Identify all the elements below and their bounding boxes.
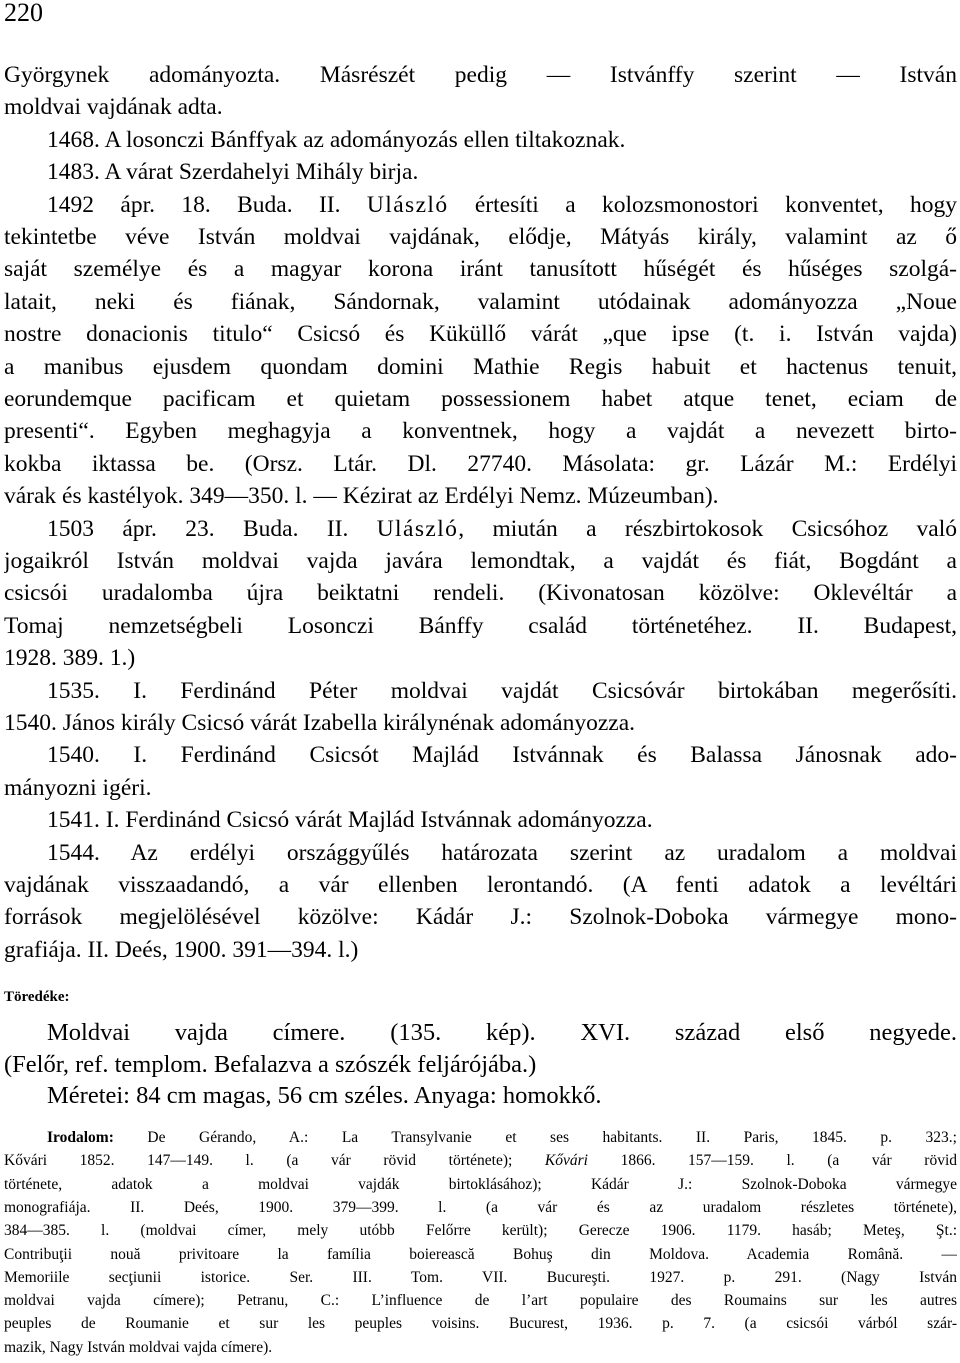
- text-line: [4, 577, 957, 609]
- text-line-segment: grafiája. II. Deés, 1900. 391—394. l.): [4, 936, 359, 963]
- literature-line-segment: moldvai vajda címere); Petranu, C.: L’influence de l’art populaire des Roumains sur les autres: [4, 1292, 957, 1310]
- text-line: [4, 642, 957, 674]
- text-line: [4, 448, 957, 480]
- text-line-segment: moldvai vajdának adta.: [4, 94, 223, 121]
- text-line: [4, 480, 957, 512]
- literature-line: [4, 1336, 957, 1359]
- literature-line-segment: mazik, Nagy István moldvai vajda címere).: [4, 1338, 273, 1356]
- text-line-segment: értesíti a kolozsmonostori konventet, hogy: [448, 191, 957, 218]
- literature-line-segment: Kővári: [544, 1152, 588, 1170]
- text-line-segment: 1503 ápr. 23. Buda. II.: [47, 515, 377, 542]
- text-line-segment: Tomaj nemzetségbeli Losonczi Bánffy család történetéhez. II. Budapest,: [4, 612, 957, 639]
- text-line-segment: tekintetbe véve István moldvai vajdának, elődje, Mátyás király, valamint az ő: [4, 224, 957, 250]
- fragment-line: [47, 1080, 957, 1112]
- text-line: [4, 610, 957, 642]
- fragment-line: [4, 1049, 957, 1081]
- text-line-segment: 1541. I. Ferdinánd Csicsó várát Majlád Istvánnak adományozza.: [47, 807, 653, 834]
- text-line-segment: mányozni igéri.: [4, 774, 152, 801]
- text-line-segment: 1492 ápr. 18. Buda. II.: [47, 191, 367, 218]
- text-line-segment: 1540. János király Csicsó várát Izabella királynénak adományozza.: [4, 710, 636, 736]
- literature-line-segment: Contribuţii nouă privitoare la família boierească Bohuş din Moldova. Academia Română. —: [4, 1245, 957, 1263]
- text-line: [4, 383, 957, 415]
- literature-line-segment: Irodalom:: [47, 1129, 114, 1146]
- text-line-segment: 1544. Az erdélyi országgyűlés határozata szerint az uradalom a moldvai: [47, 839, 957, 866]
- text-line: [4, 221, 957, 253]
- literature-line-segment: peuples de Roumanie et sur les peuples voisins. Bucurest, 1936. p. 7. (a csicsói várból szár-: [4, 1315, 957, 1333]
- literature-line: [4, 1149, 957, 1172]
- text-line: [47, 124, 957, 156]
- text-line-segment: 1483. A várat Szerdahelyi Mihály birja.: [47, 159, 419, 186]
- literature-line-segment: De Gérando, A.: La Transylvanie et ses habitants. II. Paris, 1845. p. 323.;: [113, 1129, 957, 1146]
- text-line-segment: várak és kastélyok. 349—350. l. — Kézirat az Erdélyi Nemz. Múzeumban).: [4, 483, 719, 510]
- literature-line: [4, 1266, 957, 1289]
- text-line-segment: latait, neki és fiának, Sándornak, valamint utódainak adományozza „Noue: [4, 288, 957, 315]
- text-line-segment: 1928. 389. 1.): [4, 645, 136, 672]
- literature-line: [4, 1173, 957, 1196]
- text-line-segment: vajdának visszaadandó, a vár ellenben lerontandó. (A fenti adatok a levéltári: [4, 872, 957, 898]
- text-line: [4, 934, 957, 966]
- text-line: [4, 415, 957, 447]
- literature-line-segment: története, adatok a moldvai vajdák birtoklásához); Kádár J.: Szolnok-Doboka vármegye: [4, 1175, 957, 1193]
- text-line-segment: , miután a részbirtokosok Csicsóhoz való: [458, 515, 957, 542]
- text-line: [4, 545, 957, 577]
- text-line: [4, 901, 957, 933]
- text-line: [4, 253, 957, 285]
- text-line: [4, 772, 957, 804]
- text-line-segment: 1535. I. Ferdinánd Péter moldvai vajdát Csicsóvár birtokában megerősíti.: [47, 677, 957, 704]
- text-line: [4, 59, 957, 91]
- literature-line-segment: Kővári 1852. 147—149. l. (a vár rövid története);: [4, 1152, 545, 1170]
- text-line: [47, 837, 957, 869]
- literature-line: [4, 1243, 957, 1266]
- text-line-segment: kokba iktassa be. (Orsz. Ltár. Dl. 27740. Másolata: gr. Lázár M.: Erdélyi: [4, 450, 957, 477]
- literature-line-segment: Memoriile secţiunii istorice. Ser. III. Tom. VII. Bucureşti. 1927. p. 291. (Nagy István: [4, 1268, 957, 1286]
- text-line-segment: presenti“. Egyben meghagyja a konventnek, hogy a vajdát a nevezett birto-: [4, 418, 957, 445]
- fragment-line: [47, 1017, 957, 1049]
- literature-line-segment: 384—385. l. (moldvai címer, mely utóbb Felőrre került); Gerecze 1906. 1179. hasáb; Meteş, Şt.:: [4, 1222, 957, 1240]
- text-line-segment: nostre donacionis titulo“ Csicsó és Küküllő várát „que ipse (t. i. István vajda): [4, 321, 957, 348]
- fragment-line-segment: (Felőr, ref. templom. Befalazva a szószék feljárójába.): [4, 1050, 537, 1078]
- text-line-segment: Ulászló: [376, 515, 459, 542]
- literature-line-segment: 1866. 157—159. l. (a vár rövid: [587, 1152, 957, 1170]
- text-line: [4, 286, 957, 318]
- literature-line: [4, 1196, 957, 1219]
- literature-line: [4, 1219, 957, 1242]
- fragment-line-segment: Méretei: 84 cm magas, 56 cm széles. Anyaga: homokkő.: [47, 1082, 602, 1109]
- fragment-line-segment: Moldvai vajda címere. (135. kép). XVI. század első negyede.: [47, 1019, 957, 1046]
- text-line-segment: a manibus ejusdem quondam domini Mathie Regis habuit et hactenus tenuit,: [4, 353, 957, 380]
- text-line-segment: eorundemque pacificam et quietam possessionem habet atque tenet, eciam de: [4, 386, 957, 412]
- text-line-segment: Ulászló: [366, 191, 449, 218]
- literature-line-segment: monografiája. II. Deés, 1900. 379—399. l. (a vár és az uradalom részletes története),: [4, 1198, 957, 1216]
- text-line: [47, 513, 957, 545]
- page-number: 220: [4, 0, 43, 27]
- text-line-segment: 1468. A losonczi Bánffyak az adományozás ellen tiltakoznak.: [47, 126, 626, 153]
- text-line-segment: források megjelölésével közölve: Kádár J.: Szolnok-Doboka vármegye mono-: [4, 904, 957, 931]
- text-line: [4, 91, 957, 123]
- text-line-segment: saját személye és a magyar korona iránt tanusított hűségét és hűséges szolgá-: [4, 256, 957, 283]
- literature-line: [4, 1312, 957, 1335]
- text-line-segment: 1540. I. Ferdinánd Csicsót Majlád Istvánnak és Balassa Jánosnak ado-: [47, 742, 957, 769]
- text-line: [47, 675, 957, 707]
- text-line-segment: Györgynek adományozta. Másrészét pedig — Istvánffy szerint — István: [4, 62, 957, 88]
- text-line: [47, 804, 957, 836]
- text-line: [4, 707, 957, 739]
- fragment-heading: Töredéke:: [4, 989, 70, 1005]
- text-line-segment: jogaikról István moldvai vajda javára lemondtak, a vajdát és fiát, Bogdánt a: [4, 548, 957, 574]
- text-line-segment: csicsói uradalomba újra beiktatni rendeli. (Kivonatosan közölve: Oklevéltár a: [4, 580, 957, 607]
- text-line: [47, 739, 957, 771]
- text-line: [47, 156, 957, 188]
- literature-line: [47, 1126, 957, 1149]
- text-line: [4, 318, 957, 350]
- text-line: [4, 869, 957, 901]
- text-line: [47, 189, 957, 221]
- literature-line: [4, 1289, 957, 1312]
- text-line: [4, 351, 957, 383]
